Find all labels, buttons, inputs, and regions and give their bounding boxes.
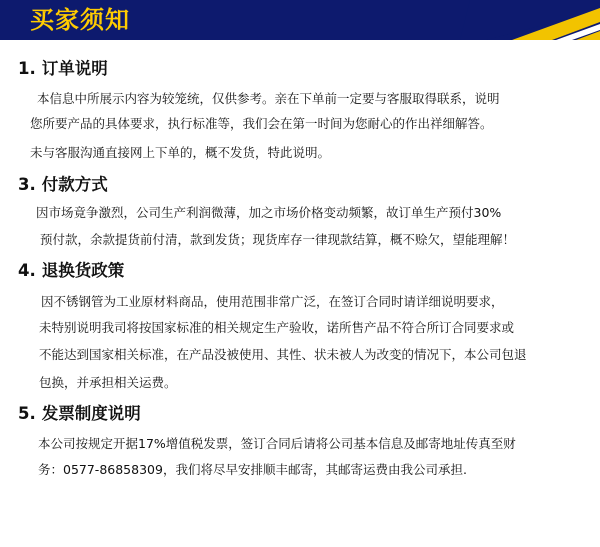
- section-number: 1.: [18, 59, 36, 78]
- paragraph-line: 务：0577-86858309，我们将尽早安排顺丰邮寄，其邮寄运费由我公司承担.: [38, 462, 467, 477]
- paragraph-line: 包换，并承担相关运费。: [39, 375, 177, 390]
- section-title: 订单说明: [41, 59, 108, 78]
- banner-stripes-decoration: [460, 0, 600, 40]
- paragraph-line: 本公司按规定开据17%增值税发票，签订合同后请将公司基本信息及邮寄地址传真至财: [38, 436, 516, 451]
- banner-title: 买家须知: [30, 6, 130, 34]
- section-heading: [18, 260, 124, 282]
- paragraph-line: 本信息中所展示内容为较笼统，仅供参考。亲在下单前一定要与客服取得联系，说明: [37, 91, 500, 106]
- header-banner: [0, 0, 600, 40]
- paragraph-line: 因市场竟争激烈，公司生产利润微薄，加之市场价格变动频繁，故订单生产预付30%: [36, 205, 502, 220]
- paragraph-line: 不能达到国家相关标准，在产品没被使用、其性、状未被人为改变的情况下，本公司包退: [39, 347, 527, 362]
- paragraph-line: 预付款，余款提货前付清，款到发货；现货库存一律现款结算，概不赊欠，望能理解！: [40, 232, 516, 247]
- paragraph-line: 未与客服沟通直接网上下单的，概不发货，特此说明。: [30, 145, 331, 160]
- section-heading: [18, 174, 108, 196]
- section-number: 5.: [18, 404, 36, 423]
- section-heading: [18, 403, 141, 425]
- section-number: 3.: [18, 175, 36, 194]
- section-title: 发票制度说明: [41, 404, 141, 423]
- section-title: 退换货政策: [41, 261, 125, 280]
- paragraph-line: 您所要产品的具体要求，执行标准等，我们会在第一时间为您耐心的作出祥细解答。: [30, 116, 493, 131]
- section-heading: [18, 58, 108, 80]
- paragraph-line: 未特别说明我司将按国家标准的相关规定生产验收，诺所售产品不符合所订合同要求或: [39, 320, 515, 335]
- section-title: 付款方式: [41, 175, 108, 194]
- paragraph-line: 因不锈钢管为工业原材料商品，使用范围非常广泛，在签订合同时请详细说明要求，: [41, 294, 504, 309]
- section-number: 4.: [18, 261, 36, 280]
